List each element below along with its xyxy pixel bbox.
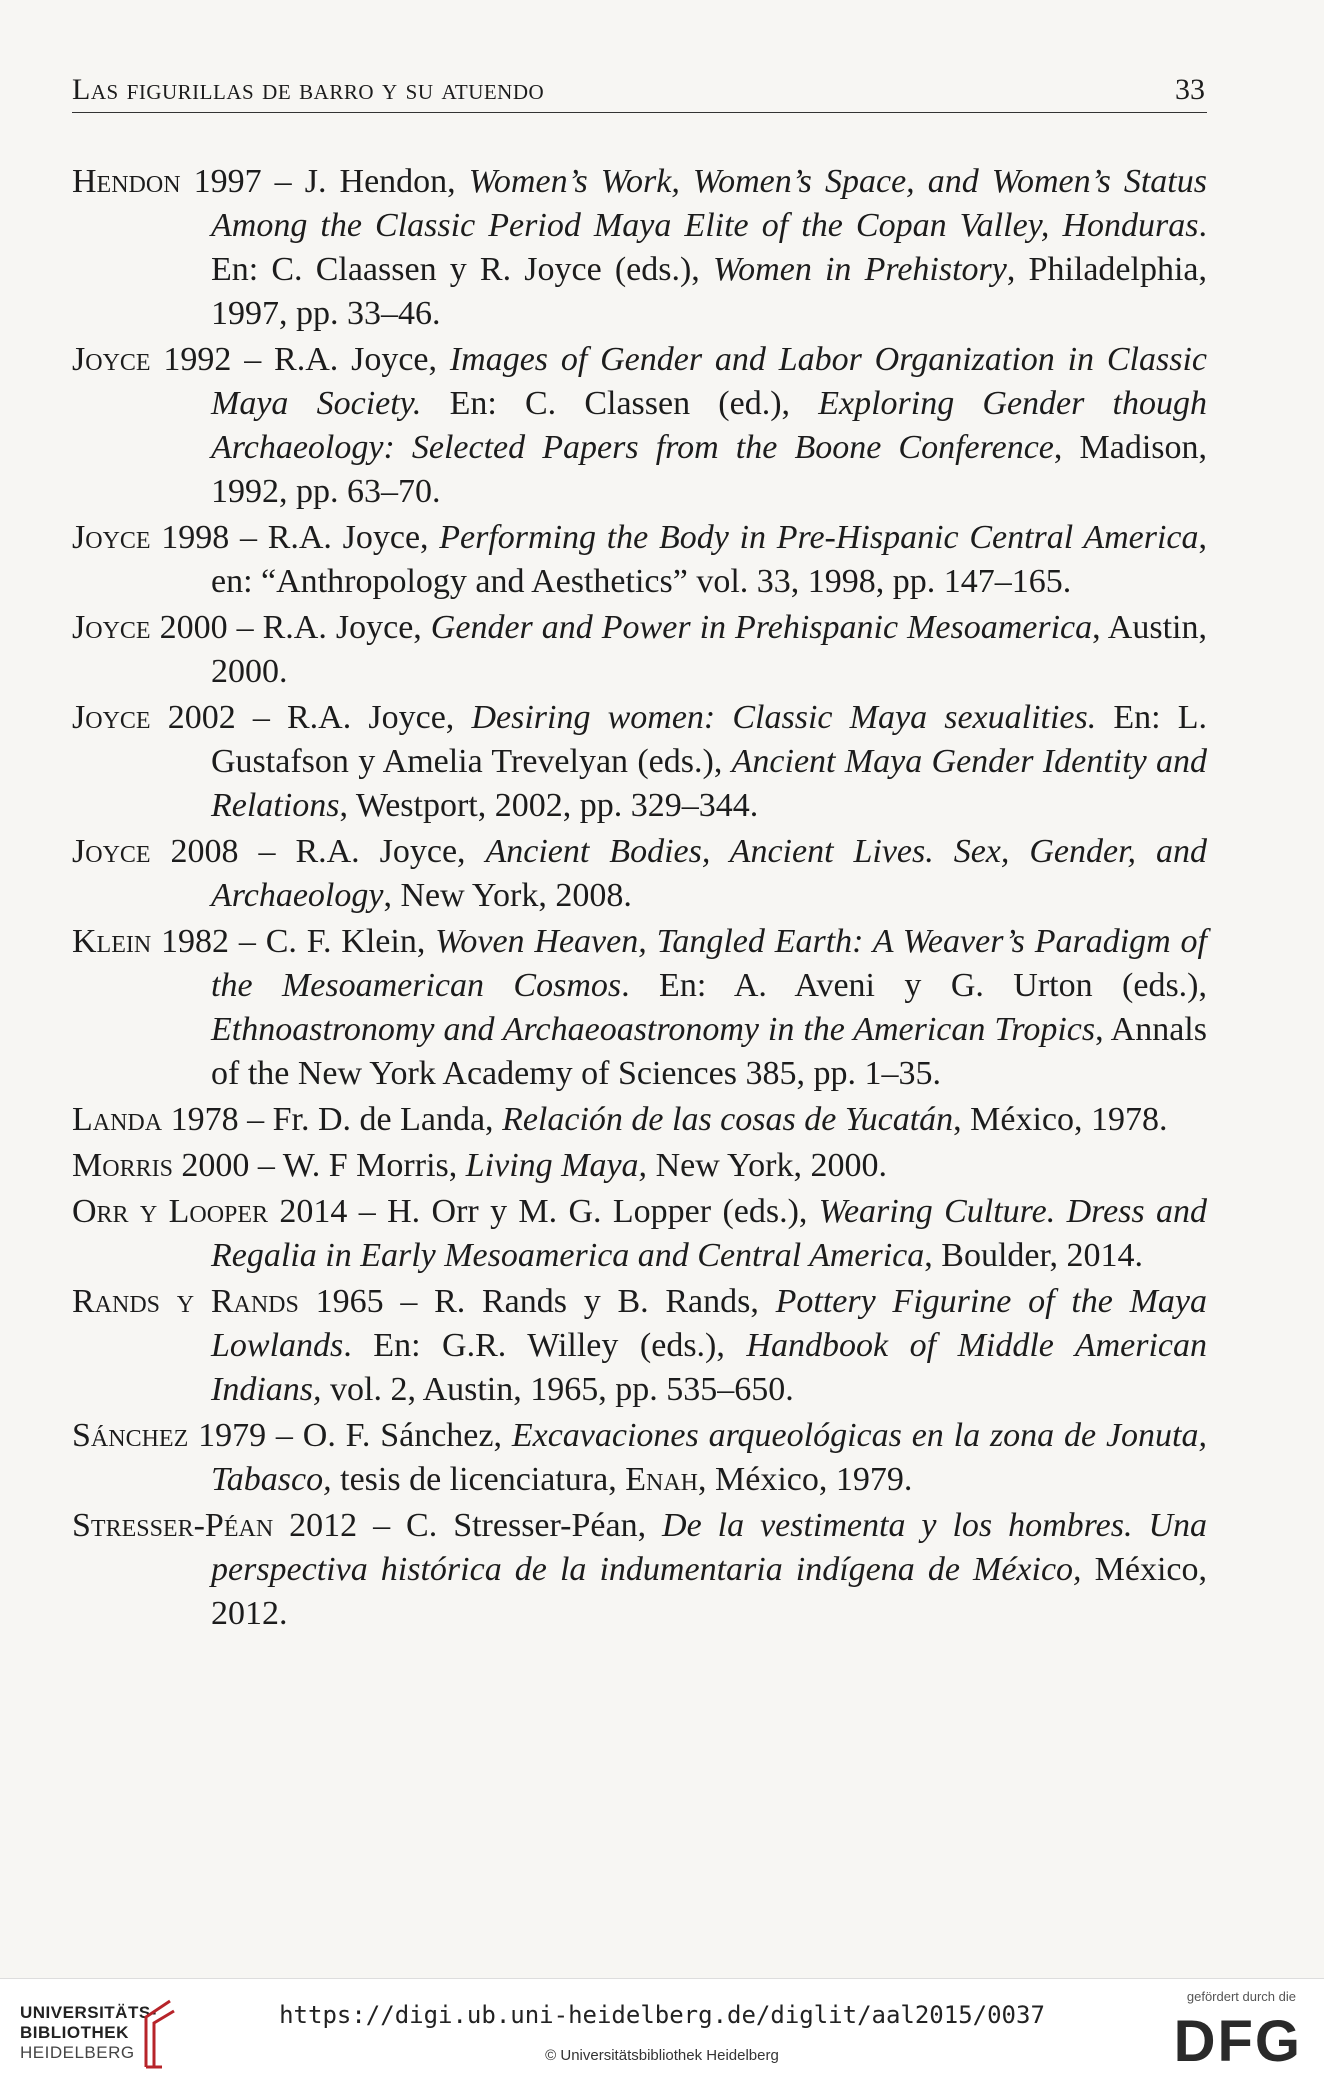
bibliography-entry (72, 1144, 1207, 1188)
bibliography-entry (72, 160, 1207, 336)
entry-text: tesis de licenciatura, (331, 1461, 626, 1498)
dfg-logo[interactable]: DFG (1173, 2009, 1302, 2074)
bibliography-entry (72, 606, 1207, 694)
entry-text: En: L. Gustafson y Amelia Trevelyan (eds.), (211, 699, 1208, 780)
entry-title: Woven Heaven, Tangled Earth: A Weaver’s Paradigm of the Mesoamerican Cosmos (211, 923, 1207, 1004)
entry-key: Landa (72, 1101, 163, 1138)
entry-key: Joyce (72, 699, 151, 736)
bibliography-entry (72, 338, 1207, 514)
library-name-line1: UNIVERSITÄTS- (20, 2003, 157, 2022)
entry-key: Morris (72, 1147, 173, 1184)
entry-text: , New York, 2008. (383, 877, 632, 914)
running-head-title: Las figurillas de barro y su atuendo (72, 73, 545, 106)
entry-key: Rands y Rands (72, 1283, 299, 1320)
entry-key: Sánchez (72, 1417, 189, 1454)
entry-title: Performing the Body in Pre-Hispanic Central America (439, 519, 1199, 556)
entry-text: , Philadelphia, 1997, pp. 33–46. (211, 251, 1208, 332)
entry-text: 2000 – R.A. Joyce, (150, 609, 431, 646)
entry-text: New York, 2000. (647, 1147, 887, 1184)
entry-title: Pottery Figurine of the Maya Lowlands (211, 1283, 1208, 1364)
funder-note: gefördert durch die (1186, 1989, 1296, 2004)
entry-key: Joyce (72, 609, 151, 646)
entry-title: Gender and Power in Prehispanic Mesoamerica (430, 609, 1093, 646)
entry-title: Excavaciones arqueológicas en la zona de Jonuta, Tabasco, (211, 1417, 1208, 1498)
entry-text: , en: “Anthropology and Aesthetics” vol. 33, 1998, pp. 147–165. (211, 519, 1207, 600)
entry-title: Ancient Bodies, Ancient Lives. Sex, Gender, and Archaeology (211, 833, 1207, 914)
entry-text: 2012 – C. Stresser-Péan, (273, 1507, 663, 1544)
entry-text: , Westport, 2002, pp. 329–344. (339, 787, 759, 824)
entry-text: 1978 – Fr. D. de Landa, (162, 1101, 503, 1138)
entry-text: México, 2012. (211, 1551, 1208, 1632)
bibliography-entry (72, 830, 1207, 918)
entry-container-title: Handbook of Middle American Indians, (211, 1327, 1207, 1408)
entry-text: 2002 – R.A. Joyce, (150, 699, 472, 736)
entry-container-title: Women in Prehistory (712, 251, 1007, 288)
entry-text: , Annals of the New York Academy of Sciences 385, pp. 1–35. (211, 1011, 1207, 1092)
entry-title: Wearing Culture. Dress and Regalia in Early Mesoamerica and Central America (211, 1193, 1207, 1274)
bibliography-list (72, 160, 1207, 1638)
copyright-notice: © Universitätsbibliothek Heidelberg (545, 2047, 779, 2064)
library-name-line3: HEIDELBERG (20, 2043, 135, 2062)
bibliography-entry (72, 1504, 1207, 1636)
page-number: 33 (1175, 73, 1205, 106)
entry-text: . En: A. Aveni y G. Urton (eds.), (621, 967, 1207, 1004)
entry-container-title: Ethnoastronomy and Archaeoastronomy in the American Tropics (211, 1011, 1096, 1048)
entry-key: Joyce (72, 341, 151, 378)
running-head (72, 70, 1207, 113)
entry-title: Living Maya, (465, 1147, 648, 1184)
bibliography-entry (72, 1414, 1207, 1502)
entry-key: Hendon (72, 163, 181, 200)
permalink-url[interactable]: https://digi.ub.uni-heidelberg.de/diglit/aal2015/0037 (279, 2001, 1045, 2029)
entry-abbrev: Enah (625, 1461, 698, 1498)
entry-text: 1997 – J. Hendon, (180, 163, 469, 200)
digitization-footer (0, 1978, 1324, 2087)
bibliography-entry (72, 920, 1207, 1096)
entry-container-title: Exploring Gender though Archaeology: Selected Papers from the Boone Conference (211, 385, 1207, 466)
entry-title: Images of Gender and Labor Organization in Classic Maya Society. (211, 341, 1207, 422)
entry-text: , México, 1978. (953, 1101, 1168, 1138)
entry-key: Joyce (72, 833, 151, 870)
entry-text: . En: C. Claassen y R. Joyce (eds.), (211, 207, 1207, 288)
entry-text: . En: G.R. Willey (eds.), (343, 1327, 747, 1364)
entry-text: , Austin, 2000. (211, 609, 1207, 690)
entry-text: 1998 – R.A. Joyce, (150, 519, 440, 556)
entry-text: 1979 – O. F. Sánchez, (188, 1417, 512, 1454)
bibliography-entry (72, 1280, 1207, 1412)
entry-key: Stresser-Péan (72, 1507, 274, 1544)
entry-text: vol. 2, Austin, 1965, pp. 535–650. (321, 1371, 794, 1408)
entry-text: 1982 – C. F. Klein, (151, 923, 436, 960)
library-name-line2: BIBLIOTHEK (20, 2023, 129, 2042)
bibliography-entry (72, 696, 1207, 828)
entry-text: , Boulder, 2014. (924, 1237, 1143, 1274)
entry-title: Relación de las cosas de Yucatán (502, 1101, 954, 1138)
entry-text: , Madison, 1992, pp. 63–70. (211, 429, 1208, 510)
entry-text: 1992 – R.A. Joyce, (150, 341, 450, 378)
entry-key: Joyce (72, 519, 151, 556)
entry-title: De la vestimenta y los hombres. Una perspectiva histórica de la indumentaria indígena de México, (211, 1507, 1207, 1588)
entry-text: 2014 – H. Orr y M. G. Lopper (eds.), (268, 1193, 819, 1230)
entry-text: 2000 – W. F Morris, (172, 1147, 466, 1184)
bibliography-entry (72, 516, 1207, 604)
bibliography-entry (72, 1098, 1207, 1142)
bibliography-entry (72, 1190, 1207, 1278)
entry-key: Orr y Looper (72, 1193, 269, 1230)
entry-container-title: Ancient Maya Gender Identity and Relations (211, 743, 1207, 824)
entry-key: Klein (72, 923, 152, 960)
entry-text: , México, 1979. (698, 1461, 913, 1498)
entry-title: Women’s Work, Women’s Space, and Women’s Status Among the Classic Period Maya Elite of the Copan Valley, Honduras (211, 163, 1207, 244)
entry-text: En: C. Classen (ed.), (421, 385, 819, 422)
entry-text: 2008 – R.A. Joyce, (150, 833, 486, 870)
entry-text: 1965 – R. Rands y B. Rands, (298, 1283, 776, 1320)
entry-title: Desiring women: Classic Maya sexualities. (471, 699, 1097, 736)
